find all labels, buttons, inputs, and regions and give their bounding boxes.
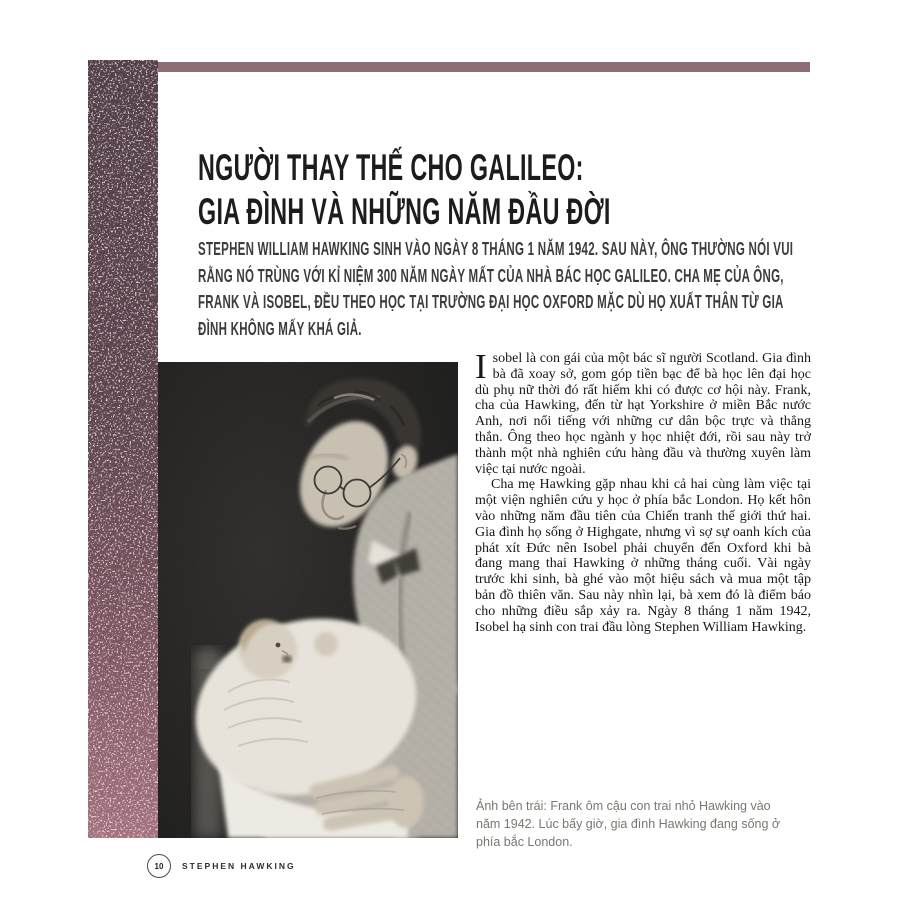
frank-hawking-baby-photo <box>158 362 458 838</box>
body-paragraph-1-text: sobel là con gái của một bác sĩ người Scotland. Gia đình bà đã xoay sở, gom góp tiền bạc để bà học lên đại học dù phụ nữ thời đó rất hiếm khi có được cơ hội này. Frank, cha của Hawking, đến từ hạt Yorkshire ở miền Bắc nước Anh, nơi nổi tiếng với những cư dân bộc trực và thẳng thắn. Ông theo học ngành y học nhiệt đới, rồi sau này trở thành một nhà nghiên cứu hàng đầu và thường xuyên làm việc tại nước ngoài. <box>475 351 811 477</box>
chapter-title-line2: GIA ĐÌNH VÀ NHỮNG NĂM ĐẦU ĐỜI <box>198 191 611 232</box>
photo-caption: Ảnh bên trái: Frank ôm cậu con trai nhỏ Hawking vào năm 1942. Lúc bấy giờ, gia đình Hawking đang sống ở phía bắc London. <box>476 799 781 849</box>
photo-illustration <box>158 362 458 838</box>
page-number-badge <box>147 854 171 878</box>
starfield-side-strip <box>88 60 158 838</box>
body-paragraph-2: Cha mẹ Hawking gặp nhau khi cả hai cùng làm việc tại một viện nghiên cứu y học ở phía bắc London. Họ kết hôn vào những năm đầu tiên của Chiến tranh thế giới thứ hai. Gia đình họ sống ở Highgate, nhưng vì sợ sự oanh kích của phát xít Đức nên Isobel phải chuyển đến Oxford khi bà đang mang thai Hawking ở những tháng cuối. Vài ngày trước khi sinh, bà ghé vào một hiệu sách và mua một tập bản đồ thiên văn. Sau này nhìn lại, bà xem đó là điểm báo cho những điều sắp xảy ra. Ngày 8 tháng 1 năm 1942, Isobel hạ sinh con trai đầu lòng Stephen William Hawking. <box>475 477 811 635</box>
drop-cap: I <box>475 347 487 386</box>
accent-bar <box>158 62 810 72</box>
starfield-texture <box>88 60 158 838</box>
chapter-intro: STEPHEN WILLIAM HAWKING SINH VÀO NGÀY 8 THÁNG 1 NĂM 1942. SAU NÀY, ÔNG THƯỜNG NÓI VUI RẰNG NÓ TRÙNG VỚI KỈ NIỆM 300 NĂM NGÀY MẤT CỦA NHÀ BÁC HỌC GALILEO. CHA MẸ CỦA ÔNG, FRANK VÀ ISOBEL, ĐỀU THEO HỌC TẠI TRƯỜNG ĐẠI HỌC OXFORD MẶC DÙ HỌ XUẤT THÂN TỪ GIA ĐÌNH KHÔNG MẤY KHÁ GIẢ. <box>198 239 794 339</box>
body-text-column <box>475 347 811 635</box>
body-paragraph-1 <box>475 347 811 477</box>
chapter-title <box>198 146 702 234</box>
chapter-title-line1: NGƯỜI THAY THẾ CHO GALILEO: <box>198 147 584 188</box>
page-number: 10 <box>154 861 164 871</box>
running-book-title: STEPHEN HAWKING <box>182 861 296 871</box>
